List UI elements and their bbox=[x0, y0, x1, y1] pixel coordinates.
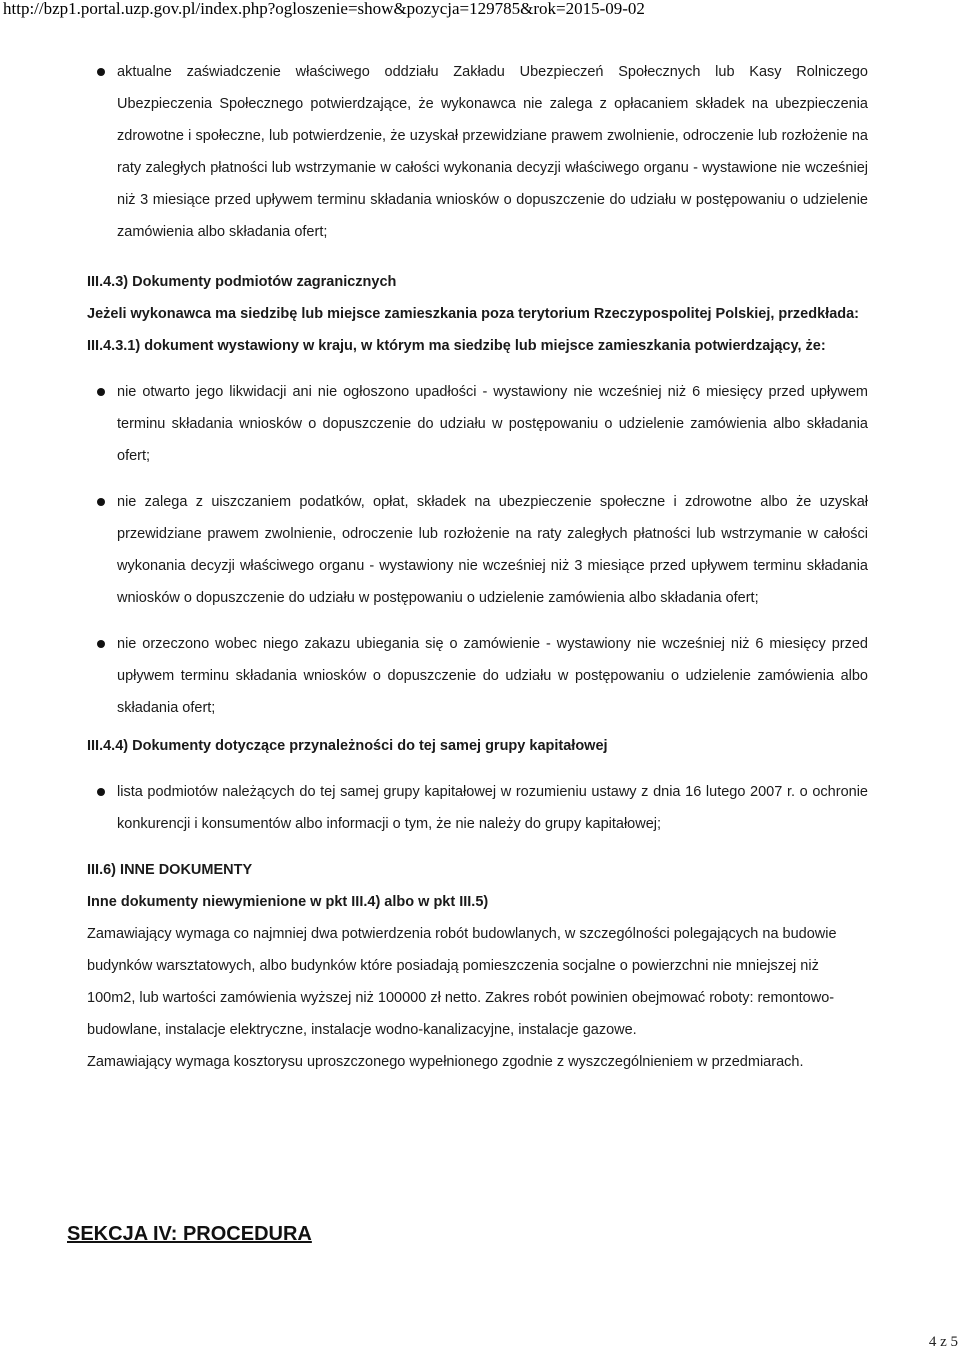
list-item: nie orzeczono wobec niego zakazu ubiegania się o zamówienie - wystawiony nie wcześniej niż 6 miesięcy przed upływem terminu składania wniosków o dopuszczenie do udziału w postępowaniu o udzielenie zamówienia albo składania ofert; bbox=[87, 628, 868, 724]
other-documents-subheading: Inne dokumenty niewymienione w pkt III.4) albo w pkt III.5) bbox=[87, 894, 489, 910]
document-content bbox=[87, 56, 868, 1078]
section-iv-title: SEKCJA IV: PROCEDURA bbox=[67, 1223, 312, 1245]
cost-estimate-requirement: Zamawiający wymaga kosztorysu uproszczonego wypełnionego zgodnie z wyszczególnieniem w przedmiarach. bbox=[87, 1054, 804, 1070]
foreign-documents-list bbox=[87, 376, 868, 724]
section-heading-iii-4-4: III.4.4) Dokumenty dotyczące przynależności do tej samej grupy kapitałowej bbox=[87, 738, 608, 754]
list-item: nie otwarto jego likwidacji ani nie ogłoszono upadłości - wystawiony nie wcześniej niż 6 miesięcy przed upływem terminu składania wniosków o dopuszczenie do udziału w postępowaniu o udzielenie zamówienia albo składania ofert; bbox=[87, 376, 868, 472]
list-item: nie zalega z uiszczaniem podatków, opłat, składek na ubezpieczenie społeczne i zdrowotne albo że uzyskał przewidziane prawem zwolnienie, odroczenie lub rozłożenie na raty zaległych płatności lub wstrzymanie w całości wykonania decyzji właściwego organu - wystawiony nie wcześniej niż 3 miesiące przed upływem terminu składania wniosków o dopuszczenie do udziału w postępowaniu o udzielenie zamówienia albo składania ofert; bbox=[87, 486, 868, 614]
capital-group-list bbox=[87, 776, 868, 840]
page-url-header: http://bzp1.portal.uzp.gov.pl/index.php?ogloszenie=show&pozycja=129785&rok=2015-09-02 bbox=[3, 0, 645, 18]
foreign-entities-intro: Jeżeli wykonawca ma siedzibę lub miejsce zamieszkania poza terytorium Rzeczypospolitej Polskiej, przedkłada: bbox=[87, 306, 860, 322]
section-heading-iii-4-3: III.4.3) Dokumenty podmiotów zagranicznych bbox=[87, 274, 397, 290]
section-heading-iii-6: III.6) INNE DOKUMENTY bbox=[87, 862, 253, 878]
section-heading-iii-4-3-1: III.4.3.1) dokument wystawiony w kraju, w którym ma siedzibę lub miejsce zamieszkania potwierdzający, że: bbox=[87, 338, 826, 354]
zus-certificate-list bbox=[87, 56, 868, 248]
construction-works-requirement: Zamawiający wymaga co najmniej dwa potwierdzenia robót budowlanych, w szczególności polegających na budowie budynków warsztatowych, albo budynków które posiadają pomieszczenia socjalne o powierzchni nie mniejszej niż 100m2, lub wartości zamówienia wyższej niż 100000 zł netto. Zakres robót powinien obejmować roboty: remontowo-budowlane, instalacje elektryczne, instalacje wodno-kanalizacyjne, instalacje gazowe. bbox=[87, 926, 837, 1038]
list-item: aktualne zaświadczenie właściwego oddziału Zakładu Ubezpieczeń Społecznych lub Kasy Rolniczego Ubezpieczenia Społecznego potwierdzające, że wykonawca nie zalega z opłacaniem składek na ubezpieczenia zdrowotne i społeczne, lub potwierdzenie, że uzyskał przewidziane prawem zwolnienie, odroczenie lub rozłożenie na raty zaległych płatności lub wstrzymanie w całości wykonania decyzji właściwego organu - wystawione nie wcześniej niż 3 miesiące przed upływem terminu składania wniosków o dopuszczenie do udziału w postępowaniu o udzielenie zamówienia albo składania ofert; bbox=[87, 56, 868, 248]
list-item: lista podmiotów należących do tej samej grupy kapitałowej w rozumieniu ustawy z dnia 16 lutego 2007 r. o ochronie konkurencji i konsumentów albo informacji o tym, że nie należy do grupy kapitałowej; bbox=[87, 776, 868, 840]
page-number: 4 z 5 bbox=[928, 1334, 958, 1350]
